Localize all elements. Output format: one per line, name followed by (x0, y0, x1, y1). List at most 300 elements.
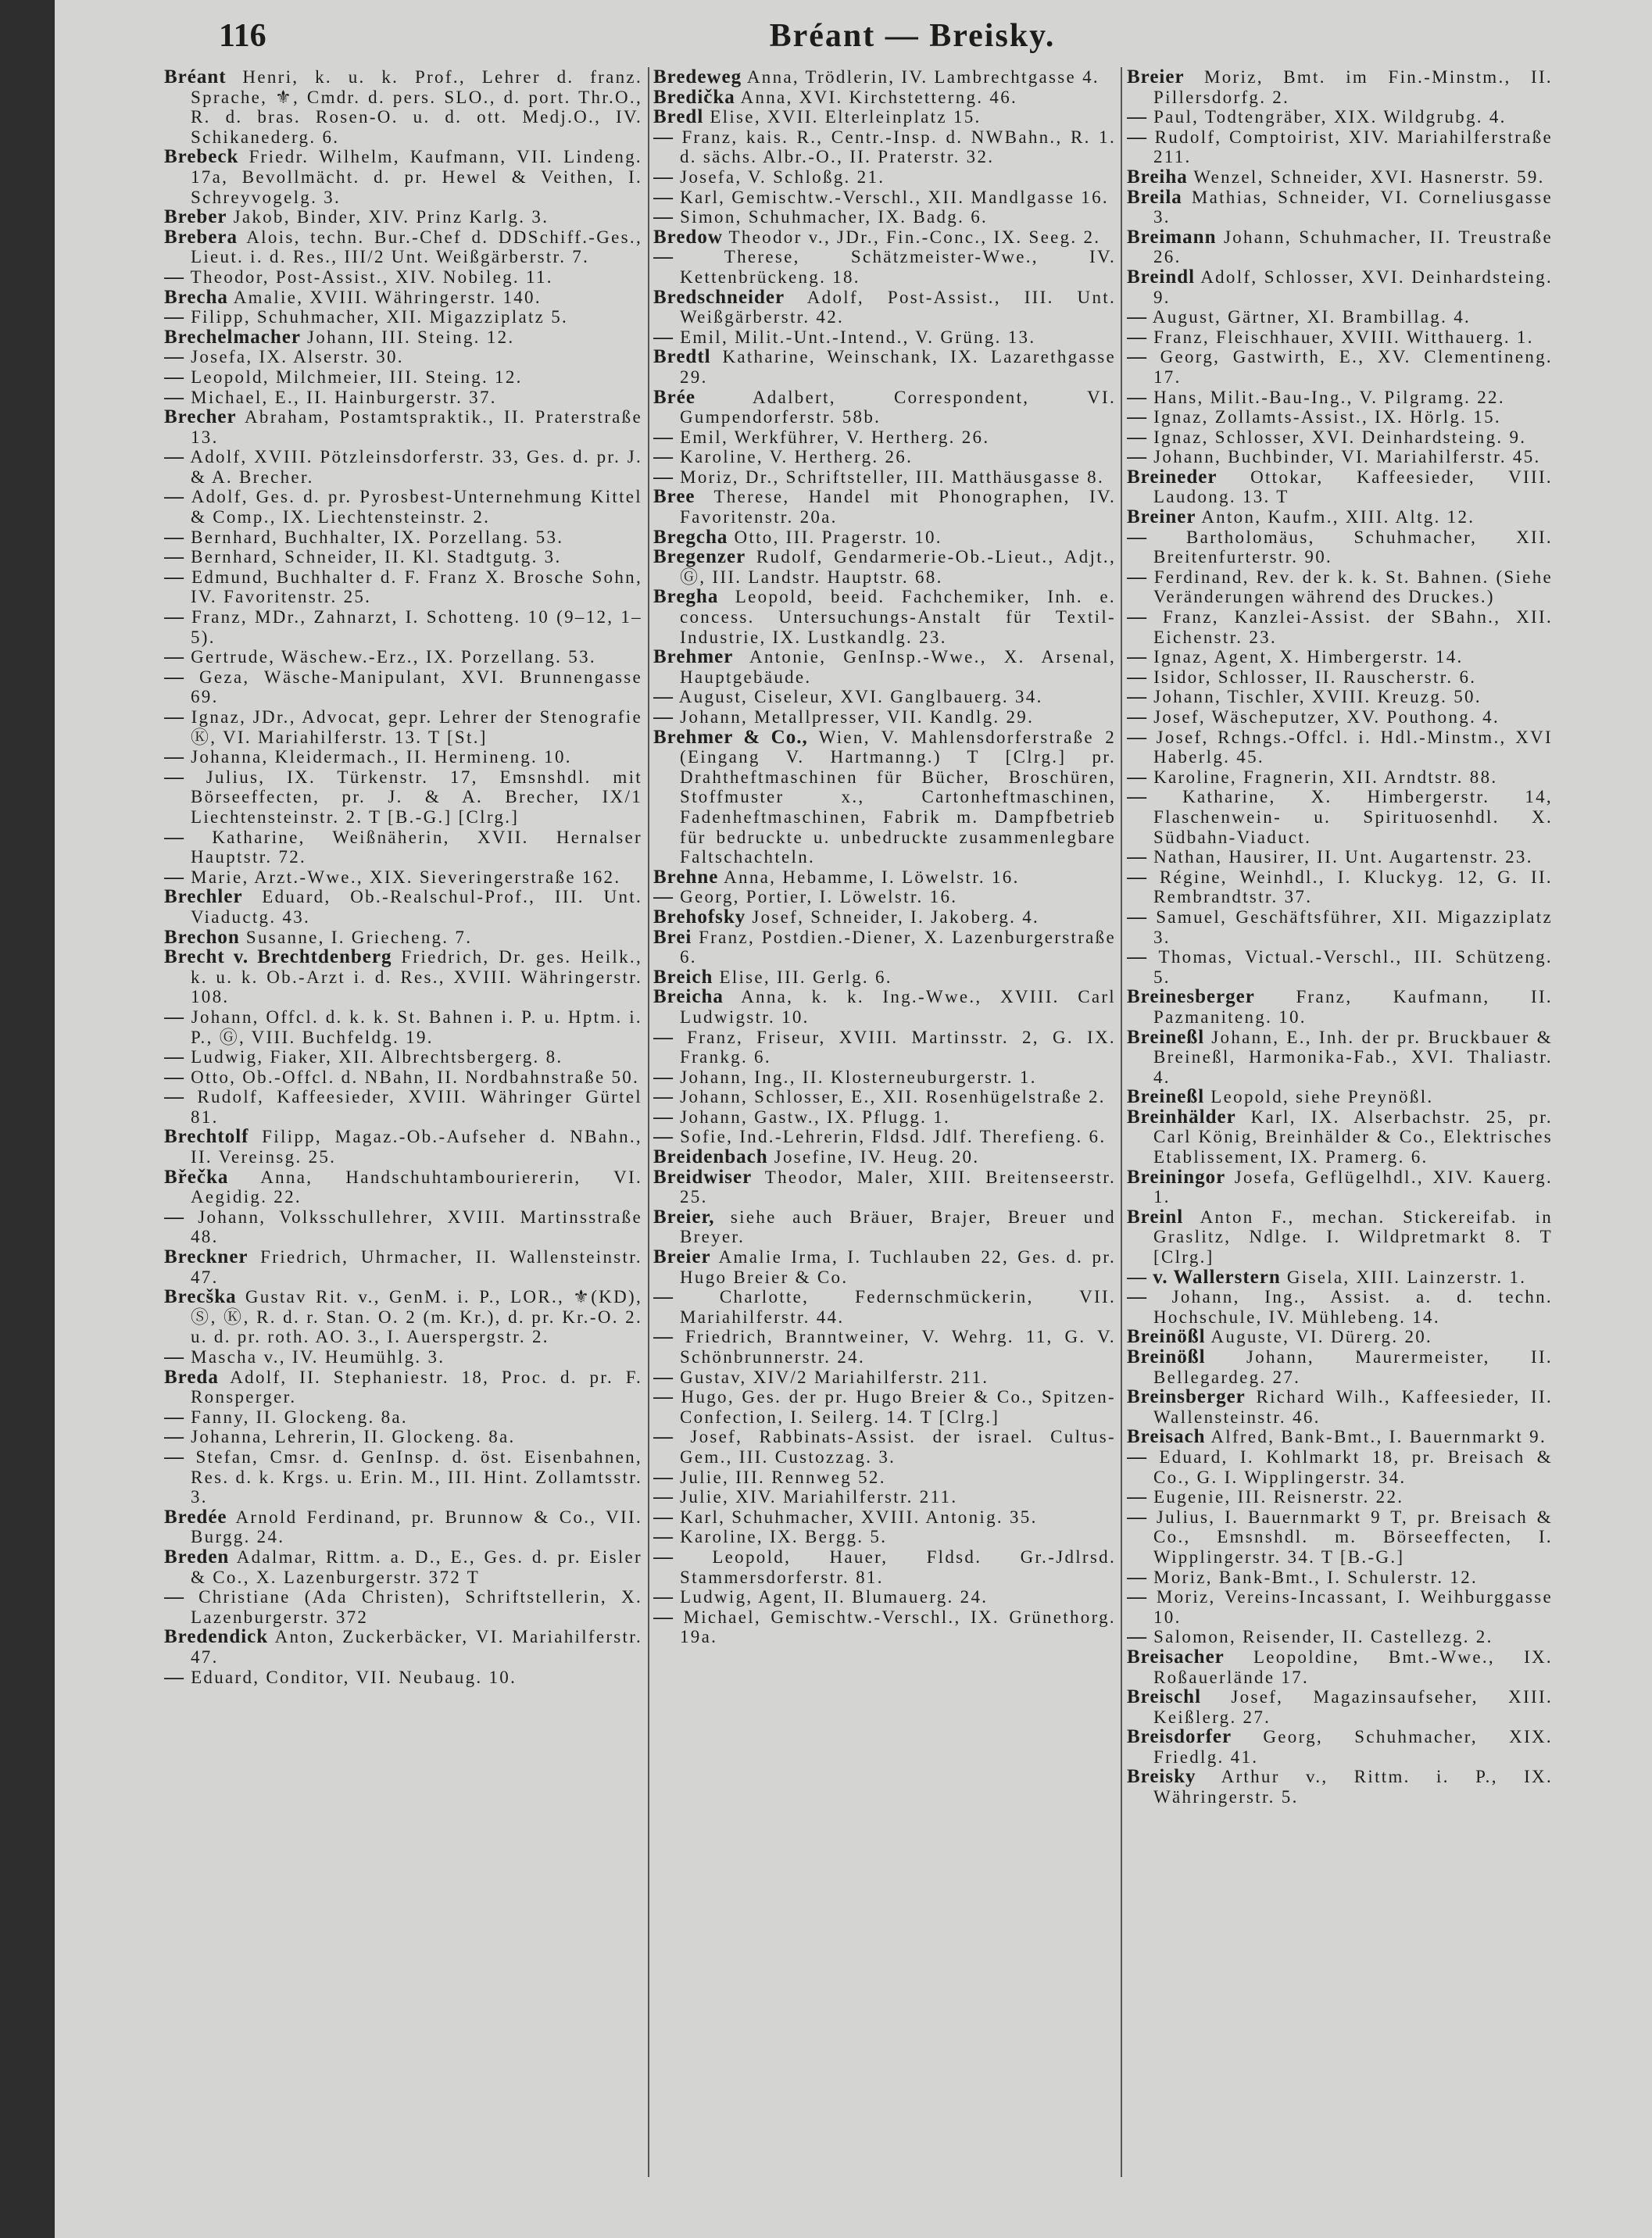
entry-details: Amalie, XVIII. Währingerstr. 140. (233, 287, 542, 307)
entry-details: Michael, Gemischtw.-Verschl., IX. Grünethorg. 19a. (680, 1607, 1116, 1647)
directory-entry (1127, 127, 1553, 167)
directory-entry (164, 227, 642, 267)
directory-entry (653, 1507, 1116, 1528)
entry-name: — (1127, 866, 1147, 888)
entry-details: Johann, Ing., II. Klosterneuburgerstr. 1. (680, 1067, 1037, 1087)
directory-entry (653, 967, 1116, 988)
entry-name: Brehmer & Co., (653, 726, 808, 748)
directory-entry (1127, 107, 1553, 127)
directory-entry (653, 347, 1116, 387)
directory-entry (653, 227, 1116, 248)
page-header (219, 17, 1606, 64)
entry-details: Julie, III. Rennweg 52. (680, 1467, 886, 1487)
directory-entry (1127, 1167, 1553, 1207)
entry-name: Breckner (164, 1246, 249, 1268)
entry-name: — (1127, 786, 1147, 808)
directory-entry (164, 147, 642, 207)
entry-details: Johann, Buchbinder, VI. Mariahilferstr. 45. (1153, 447, 1541, 467)
directory-entry (164, 327, 642, 348)
directory-entry (164, 1447, 642, 1507)
directory-entry (164, 1287, 642, 1347)
entry-name: Breiningor (1127, 1166, 1226, 1188)
entry-details: Otto, III. Pragerstr. 10. (734, 527, 942, 547)
entry-name: Breier (1127, 67, 1185, 88)
directory-entry (164, 407, 642, 447)
entry-details: Isidor, Schlosser, II. Rauscherstr. 6. (1153, 667, 1477, 687)
entry-details: Adolf, II. Stephaniestr. 18, Proc. d. pr. F. Ronsperger. (191, 1367, 642, 1407)
directory-entry (1127, 1647, 1553, 1687)
entry-name: — (1127, 106, 1147, 128)
entry-details: Thomas, Victual.-Verschl., III. Schützeng. 5. (1153, 947, 1553, 987)
entry-name: Brechler (164, 886, 243, 908)
entry-details: Franz, MDr., Zahnarzt, I. Schotteng. 10 (9–12, 1–5). (191, 607, 642, 647)
directory-entry (164, 388, 642, 408)
entry-details: Sofie, Ind.-Lehrerin, Fldsd. Jdlf. Therefieng. 6. (680, 1127, 1107, 1147)
entry-details: Katharine, Weißnäherin, XVII. Hernalser Hauptstr. 72. (191, 827, 642, 867)
directory-entry (1127, 427, 1553, 448)
entry-details: Eduard, I. Kohlmarkt 18, pr. Breisach & Co., G. I. Wipplingerstr. 34. (1153, 1446, 1553, 1487)
entry-name: — (653, 1526, 674, 1548)
entry-name: — (653, 1106, 674, 1128)
directory-entry (653, 867, 1116, 888)
directory-entry (1127, 947, 1553, 987)
directory-entry (653, 1327, 1116, 1367)
entry-name: — (164, 1006, 184, 1028)
directory-entry (164, 207, 642, 227)
entry-details: Fanny, II. Glockeng. 8a. (191, 1407, 408, 1427)
directory-entry (1127, 767, 1553, 788)
entry-name: — (653, 126, 674, 148)
entry-details: Wien, V. Mahlensdorferstraße 2 (Eingang V. Hartmanng.) T [Clrg.] pr. Drahtheftmaschinen für Bücher, Broschüren, Stoffmuster x., Cartonheftmaschinen, Fadenheftmaschinen, Fabrik m. Dampfbetrieb für bedruckte u. unbedruckte zusammenlegbare Faltschachteln. (680, 727, 1116, 867)
entry-details: Johanna, Kleidermach., II. Hermineng. 10. (191, 747, 572, 767)
entry-name: Breiha (1127, 166, 1188, 188)
entry-details: Arnold Ferdinand, pr. Brunnow & Co., VII. Burgg. 24. (191, 1507, 642, 1547)
directory-entry (164, 367, 642, 388)
entry-name: Breinesberger (1127, 986, 1255, 1008)
entry-name: Breidenbach (653, 1146, 768, 1168)
entry-name: Breinsberger (1127, 1386, 1246, 1408)
entry-name: Bregcha (653, 526, 728, 548)
directory-entry (164, 1127, 642, 1167)
directory-entry (653, 88, 1116, 108)
entry-details: Anna, Hebamme, I. Löwelstr. 16. (724, 867, 1020, 887)
entry-name: — (164, 386, 184, 408)
directory-entry (164, 1087, 642, 1127)
entry-details: Bernhard, Buchhalter, IX. Porzellang. 53. (191, 527, 564, 547)
entry-details: Filipp, Magaz.-Ob.-Aufseher d. NBahn., II. Vereinsg. 25. (191, 1127, 642, 1167)
entry-details: Josef, Rchngs.-Offcl. i. Hdl.-Minstm., XVI Haberlg. 45. (1153, 727, 1553, 767)
entry-details: Alfred, Bank-Bmt., I. Bauernmarkt 9. (1210, 1427, 1547, 1447)
entry-name: Brée (653, 386, 695, 408)
entry-name: — (653, 1586, 674, 1608)
entry-name: — (164, 1666, 184, 1688)
directory-entry (1127, 667, 1553, 688)
directory-entry (1127, 1267, 1553, 1288)
entry-name: Brebeck (164, 146, 239, 168)
entry-details: Emil, Milit.-Unt.-Intend., V. Grüng. 13. (680, 327, 1036, 347)
directory-entry (164, 1167, 642, 1207)
directory-entry (164, 1627, 642, 1667)
directory-entry (1127, 1287, 1553, 1327)
entry-name: — (1127, 606, 1147, 628)
directory-entry (653, 1287, 1116, 1327)
entry-name: — (1127, 406, 1147, 428)
entry-details: Moriz, Vereins-Incassant, I. Weihburggasse 10. (1153, 1587, 1553, 1627)
directory-entry (1127, 267, 1553, 307)
entry-name: — (653, 1606, 674, 1628)
entry-name: — (653, 1026, 674, 1048)
directory-entry (653, 188, 1116, 208)
entry-details: Theodor, Post-Assist., XIV. Nobileg. 11. (190, 266, 553, 287)
entry-details: Rudolf, Gendarmerie-Ob.-Lieut., Adjt., Ⓖ, III. Landstr. Hauptstr. 68. (680, 547, 1116, 587)
entry-details: Antonie, GenInsp.-Wwe., X. Arsenal, Hauptgebäude. (680, 647, 1116, 687)
directory-entry (653, 1147, 1116, 1167)
entry-name: — (653, 1386, 674, 1408)
entry-details: Leopold, beeid. Fachchemiker, Inh. e. concess. Untersuchungs-Anstalt für Textil-Industrie, IX. Lustkandlg. 23. (680, 587, 1116, 647)
directory-entry (164, 1427, 642, 1447)
entry-details: Henri, k. u. k. Prof., Lehrer d. franz. Sprache, ⚜, Cmdr. d. pers. SLO., d. port. Thr.O., R. d. bras. Rosen-O. u. d. ott. Medj.O., IV. Schikanederg. 6. (191, 67, 642, 147)
entry-details: Johann, E., Inh. der pr. Bruckbauer & Breineßl, Harmonika-Fab., XVI. Thaliastr. 4. (1153, 1027, 1553, 1087)
directory-entry (653, 887, 1116, 907)
entry-name: — (1127, 946, 1147, 968)
entry-details: Moriz, Dr., Schriftsteller, III. Matthäusgasse 8. (680, 467, 1104, 487)
entry-details: Friedrich, Branntweiner, V. Wehrg. 11, G. V. Schönbrunnerstr. 24. (680, 1327, 1116, 1367)
entry-name: — (164, 306, 184, 328)
directory-entry (653, 167, 1116, 188)
directory-entry (1127, 1727, 1553, 1767)
directory-entry (653, 527, 1116, 548)
entry-name: Breinößl (1127, 1326, 1206, 1348)
directory-entry (653, 247, 1116, 287)
directory-entry (1127, 188, 1553, 227)
directory-entry (164, 747, 642, 767)
entry-details: Julie, XIV. Mariahilferstr. 211. (680, 1487, 958, 1507)
directory-entry (1127, 847, 1553, 867)
directory-entry (653, 687, 1116, 707)
directory-entry (653, 928, 1116, 967)
directory-entry (653, 127, 1116, 167)
directory-entry (653, 587, 1116, 647)
directory-entry (1127, 167, 1553, 188)
directory-entry (1127, 1447, 1553, 1487)
entry-name: Bree (653, 486, 695, 508)
entry-name: — (1127, 426, 1147, 448)
directory-entry (653, 1387, 1116, 1427)
directory-entry (653, 1107, 1116, 1128)
entry-name: Breineder (1127, 466, 1218, 488)
entry-details: August, Ciseleur, XVI. Ganglbauerg. 34. (678, 687, 1043, 707)
entry-name: — (164, 706, 184, 728)
directory-entry (1127, 867, 1553, 907)
directory-entry (164, 447, 642, 487)
entry-details: Ludwig, Fiaker, XII. Albrechtsbergerg. 8. (191, 1047, 563, 1067)
entry-details: Josefa, IX. Alserstr. 30. (191, 347, 404, 367)
entry-details: Gisela, XIII. Lainzerstr. 1. (1286, 1267, 1527, 1287)
entry-name: Brecha (164, 286, 228, 308)
entry-name: — (164, 826, 184, 848)
entry-details: Bartholomäus, Schuhmacher, XII. Breitenfurterstr. 90. (1153, 527, 1553, 567)
entry-name: — (164, 486, 184, 508)
entry-details: Michael, E., II. Hainburgerstr. 37. (191, 387, 497, 407)
entry-name: — (1127, 346, 1147, 368)
entry-details: Josefa, V. Schloßg. 21. (680, 166, 885, 187)
entry-name: — (164, 446, 184, 468)
entry-name: — (164, 1426, 184, 1448)
entry-details: Gustav, XIV/2 Mariahilferstr. 211. (680, 1367, 989, 1387)
entry-name: — (164, 666, 184, 688)
entry-name: Breischl (1127, 1686, 1202, 1708)
entry-details: Ignaz, Agent, X. Himbergerstr. 14. (1153, 647, 1464, 667)
entry-name: — (164, 266, 184, 288)
entry-name: — (1127, 1486, 1147, 1508)
directory-entry (1127, 707, 1553, 728)
entry-details: Johann, Offcl. d. k. k. St. Bahnen i. P. u. Hptm. i. P., Ⓖ, VIII. Buchfeldg. 19. (191, 1006, 642, 1047)
directory-entry (1127, 1507, 1553, 1568)
entry-details: Mascha v., IV. Heumühlg. 3. (191, 1347, 445, 1367)
entry-name: — (164, 546, 184, 568)
entry-name: — (164, 1066, 184, 1088)
entry-details: Josef, Magazinsaufseher, XIII. Keißlerg. 27. (1153, 1687, 1553, 1727)
entry-name: Breden (164, 1546, 230, 1568)
entry-details: Mathias, Schneider, VI. Corneliusgasse 3. (1153, 187, 1553, 227)
entry-name: Breber (164, 206, 227, 228)
entry-name: Brebera (164, 226, 238, 248)
entry-details: Adolf, Schlosser, XVI. Deinhardsteing. 9. (1153, 266, 1553, 307)
directory-entry (164, 947, 642, 1007)
directory-entry (164, 567, 642, 607)
entry-details: Nathan, Hausirer, II. Unt. Augartenstr. 23. (1153, 847, 1533, 867)
directory-entry (653, 467, 1116, 488)
entry-details: Theodor, Maler, XIII. Breitenseerstr. 25. (680, 1167, 1116, 1207)
directory-entry (653, 1547, 1116, 1587)
directory-entry (1127, 647, 1553, 667)
entry-name: — (1127, 566, 1147, 588)
directory-entry (1127, 67, 1553, 107)
entry-details: Johann, Volksschullehrer, XVIII. Martinsstraße 48. (191, 1207, 642, 1247)
directory-entry (653, 1367, 1116, 1388)
entry-name: Bredeweg (653, 67, 742, 88)
directory-entry (1127, 1568, 1553, 1588)
entry-details: Samuel, Geschäftsführer, XII. Migazziplatz 3. (1153, 906, 1553, 947)
entry-name: — (1127, 1446, 1147, 1468)
entry-name: — (164, 606, 184, 628)
page-number: 116 (219, 18, 266, 54)
entry-details: Elise, XVII. Elterleinplatz 15. (710, 107, 982, 127)
directory-entry (164, 1407, 642, 1428)
entry-name: — (164, 1446, 184, 1468)
entry-details: Anna, XVI. Kirchstetterng. 46. (740, 87, 1018, 107)
entry-details: Marie, Arzt.-Wwe., XIX. Sieveringerstraße 162. (191, 867, 621, 887)
directory-entry (164, 828, 642, 867)
entry-name: Bredička (653, 86, 735, 108)
directory-entry (1127, 1687, 1553, 1727)
entry-name: — (653, 326, 674, 348)
entry-name: — (1127, 306, 1147, 328)
entry-name: — (1127, 326, 1147, 348)
directory-entry (653, 487, 1116, 527)
entry-name: Breinößl (1127, 1346, 1206, 1367)
entry-details: Therese, Handel mit Phonographen, IV. Favoritenstr. 20a. (680, 487, 1116, 527)
entry-name: — (653, 1546, 674, 1568)
entry-name: — (1127, 1566, 1147, 1588)
directory-entry (1127, 327, 1553, 348)
entry-name: Bregha (653, 586, 719, 608)
entry-name: — (164, 766, 184, 788)
entry-name: — (1127, 906, 1147, 928)
entry-details: Ignaz, Zollamts-Assist., IX. Hörlg. 15. (1153, 407, 1501, 427)
entry-details: Josef, Rabbinats-Assist. der israel. Cultus-Gem., III. Custozzag. 3. (680, 1427, 1116, 1467)
entry-name: Breimann (1127, 226, 1217, 248)
directory-entry (1127, 227, 1553, 267)
entry-name: Breidwiser (653, 1166, 753, 1188)
column-1 (164, 67, 642, 2177)
column-divider (648, 67, 649, 2177)
entry-details: Régine, Weinhdl., I. Kluckyg. 12, G. II. Rembrandtstr. 37. (1153, 867, 1553, 907)
directory-entry (1127, 1087, 1553, 1107)
directory-entry (653, 707, 1116, 728)
entry-name: — (1127, 1286, 1147, 1308)
directory-entry (164, 487, 642, 527)
entry-name: Bredow (653, 226, 723, 248)
column-2 (653, 67, 1116, 2177)
entry-details: Friedrich, Dr. ges. Heilk., k. u. k. Ob.-Arzt i. d. Res., XVIII. Währingerstr. 108. (191, 947, 642, 1007)
entry-name: Bredtl (653, 346, 711, 368)
entry-name: Brei (653, 926, 692, 948)
directory-entry (164, 1207, 642, 1247)
directory-entry (164, 707, 642, 747)
directory-entry (653, 1067, 1116, 1088)
entry-details: Gustav Rit. v., GenM. i. P., LOR., ⚜(KD), Ⓢ, Ⓚ, R. d. r. Stan. O. 2 (m. Kr.), d. pr. Kr.-O. 2. u. d. pr. roth. AO. 3., I. Auerspergstr. 2. (191, 1287, 642, 1347)
entry-name: — (653, 706, 674, 728)
entry-details: Josefine, IV. Heug. 20. (774, 1147, 980, 1167)
directory-entry (164, 288, 642, 308)
directory-entry (164, 1587, 642, 1627)
entry-details: Moriz, Bmt. im Fin.-Minstm., II. Pillersdorfg. 2. (1153, 67, 1553, 107)
directory-entry (1127, 607, 1553, 647)
entry-details: Adolf, XVIII. Pötzleinsdorferstr. 33, Ges. d. pr. J. & A. Brecher. (190, 447, 642, 487)
entry-name: — (653, 1426, 674, 1448)
directory-entry (1127, 1427, 1553, 1447)
entry-name: — (1127, 726, 1147, 748)
entry-details: Anton, Zuckerbäcker, VI. Mariahilferstr. 47. (191, 1627, 642, 1667)
directory-entry (164, 887, 642, 927)
entry-name: — (1127, 766, 1147, 788)
entry-details: Anton, Kaufm., XIII. Altg. 12. (1201, 507, 1475, 527)
directory-entry (164, 547, 642, 567)
entry-name: Brehne (653, 866, 719, 888)
entry-details: Friedrich, Uhrmacher, II. Wallensteinstr. 47. (191, 1247, 642, 1287)
directory-entry (653, 1587, 1116, 1607)
entry-name: — (653, 446, 674, 468)
directory-entry (164, 1547, 642, 1587)
entry-name: Bregenzer (653, 546, 746, 568)
entry-details: Edmund, Buchhalter d. F. Franz X. Brosche Sohn, IV. Favoritenstr. 25. (191, 567, 642, 607)
entry-details: Johann, Schlosser, E., XII. Rosenhügelstraße 2. (680, 1087, 1106, 1107)
entry-details: Elise, III. Gerlg. 6. (719, 967, 892, 987)
entry-details: Arthur v., Rittm. i. P., IX. Währingerstr. 5. (1153, 1767, 1553, 1807)
entry-name: — v. Wallerstern (1127, 1266, 1281, 1288)
entry-details: Anton F., mechan. Stickereifab. in Graslitz, Ndlge. I. Wildpretmarkt 8. T [Clrg.] (1153, 1207, 1553, 1267)
entry-details: Johanna, Lehrerin, II. Glockeng. 8a. (191, 1427, 516, 1447)
directory-entry (1127, 907, 1553, 947)
entry-name: — (653, 206, 674, 228)
entry-name: Bredl (653, 106, 704, 128)
directory-entry (164, 928, 642, 948)
entry-name: — (164, 346, 184, 368)
entry-name: — (1127, 846, 1147, 868)
entry-details: Geza, Wäsche-Manipulant, XVI. Brunnengasse 69. (191, 667, 642, 707)
entry-name: — (1127, 686, 1147, 708)
column-divider (1121, 67, 1122, 2177)
directory-entry (653, 207, 1116, 227)
directory-entry (653, 1207, 1116, 1247)
entry-details: Franz, Postdien.-Diener, X. Lazenburgerstraße 6. (680, 927, 1116, 967)
entry-name: — (164, 526, 184, 548)
directory-entry (1127, 388, 1553, 408)
entry-name: — (653, 886, 674, 908)
entry-name: — (164, 1086, 184, 1108)
entry-details: Leopold, siehe Preynößl. (1210, 1087, 1434, 1107)
entry-details: Josefa, Geflügelhdl., XIV. Kauerg. 1. (1153, 1167, 1553, 1207)
entry-name: Breisky (1127, 1766, 1196, 1788)
entry-name: Breisdorfer (1127, 1726, 1232, 1748)
entry-details: siehe auch Bräuer, Brajer, Breuer und Breyer. (680, 1207, 1116, 1247)
directory-entry (164, 667, 642, 707)
entry-name: — (653, 1506, 674, 1528)
directory-entry (653, 1028, 1116, 1067)
entry-name: Brecht v. Brechtdenberg (164, 946, 392, 968)
entry-details: Anna, Trödlerin, IV. Lambrechtgasse 4. (746, 67, 1100, 87)
entry-details: Adalmar, Rittm. a. D., E., Ges. d. pr. Eisler & Co., X. Lazenburgerstr. 372 T (191, 1546, 642, 1587)
entry-details: Johann, Maurermeister, II. Bellegardeg. 27. (1153, 1347, 1553, 1387)
entry-details: Georg, Gastwirth, E., XV. Clementineng. 17. (1153, 347, 1553, 387)
entry-details: Karoline, Fragnerin, XII. Arndtstr. 88. (1153, 767, 1498, 787)
entry-details: Anna, Handschuhtambouriererin, VI. Aegidig. 22. (191, 1167, 642, 1207)
entry-name: — (653, 686, 674, 708)
entry-details: Leopold, Hauer, Fldsd. Gr.-Jdlrsd. Stammersdorferstr. 81. (680, 1546, 1116, 1587)
entry-details: Josef, Schneider, I. Jakoberg. 4. (752, 906, 1040, 927)
entry-details: Therese, Schätzmeister-Wwe., IV. Kettenbrückeng. 18. (680, 247, 1116, 287)
entry-details: Charlotte, Federnschmückerin, VII. Mariahilferstr. 44. (680, 1287, 1116, 1327)
entry-details: Alois, techn. Bur.-Chef d. DDSchiff.-Ges., Lieut. i. d. Res., III/2 Unt. Weißgärberstr. 7. (191, 227, 642, 267)
directory-entry (1127, 507, 1553, 527)
entry-name: Breindl (1127, 266, 1196, 288)
entry-name: Breiner (1127, 506, 1196, 528)
directory-entry (164, 1668, 642, 1688)
directory-entry (1127, 1028, 1553, 1088)
directory-entry (653, 388, 1116, 427)
entry-details: Bernhard, Schneider, II. Kl. Stadtgutg. 3. (191, 547, 562, 567)
entry-name: Bréant (164, 67, 227, 88)
directory-entry (1127, 527, 1553, 567)
entry-name: — (1127, 386, 1147, 408)
entry-details: Ferdinand, Rev. der k. k. St. Bahnen. (Siehe Veränderungen während des Druckes.) (1153, 567, 1553, 607)
entry-details: Eduard, Ob.-Realschul-Prof., III. Unt. Viaductg. 43. (191, 887, 642, 927)
directory-entry (653, 1087, 1116, 1107)
directory-entry (164, 647, 642, 667)
entry-details: Karl, IX. Alserbachstr. 25, pr. Carl König, Breinhälder & Co., Elektrisches Etablissement, IX. Pramerg. 6. (1153, 1106, 1553, 1167)
entry-details: Katharine, Weinschank, IX. Lazarethgasse 29. (680, 347, 1116, 387)
entry-details: Auguste, VI. Dürerg. 20. (1210, 1327, 1433, 1347)
entry-details: Salomon, Reisender, II. Castellezg. 2. (1153, 1627, 1493, 1647)
directory-entry (1127, 407, 1553, 427)
entry-name: Brecška (164, 1286, 237, 1308)
entry-name: — (653, 1126, 674, 1148)
entry-details: Hans, Milit.-Bau-Ing., V. Pilgramg. 22. (1153, 387, 1505, 407)
entry-name: Breineßl (1127, 1026, 1205, 1048)
entry-details: Ignaz, JDr., Advocat, gepr. Lehrer der Stenografie Ⓚ, VI. Mariahilferstr. 13. T [St.] (191, 707, 642, 747)
directory-entry (1127, 1487, 1553, 1507)
